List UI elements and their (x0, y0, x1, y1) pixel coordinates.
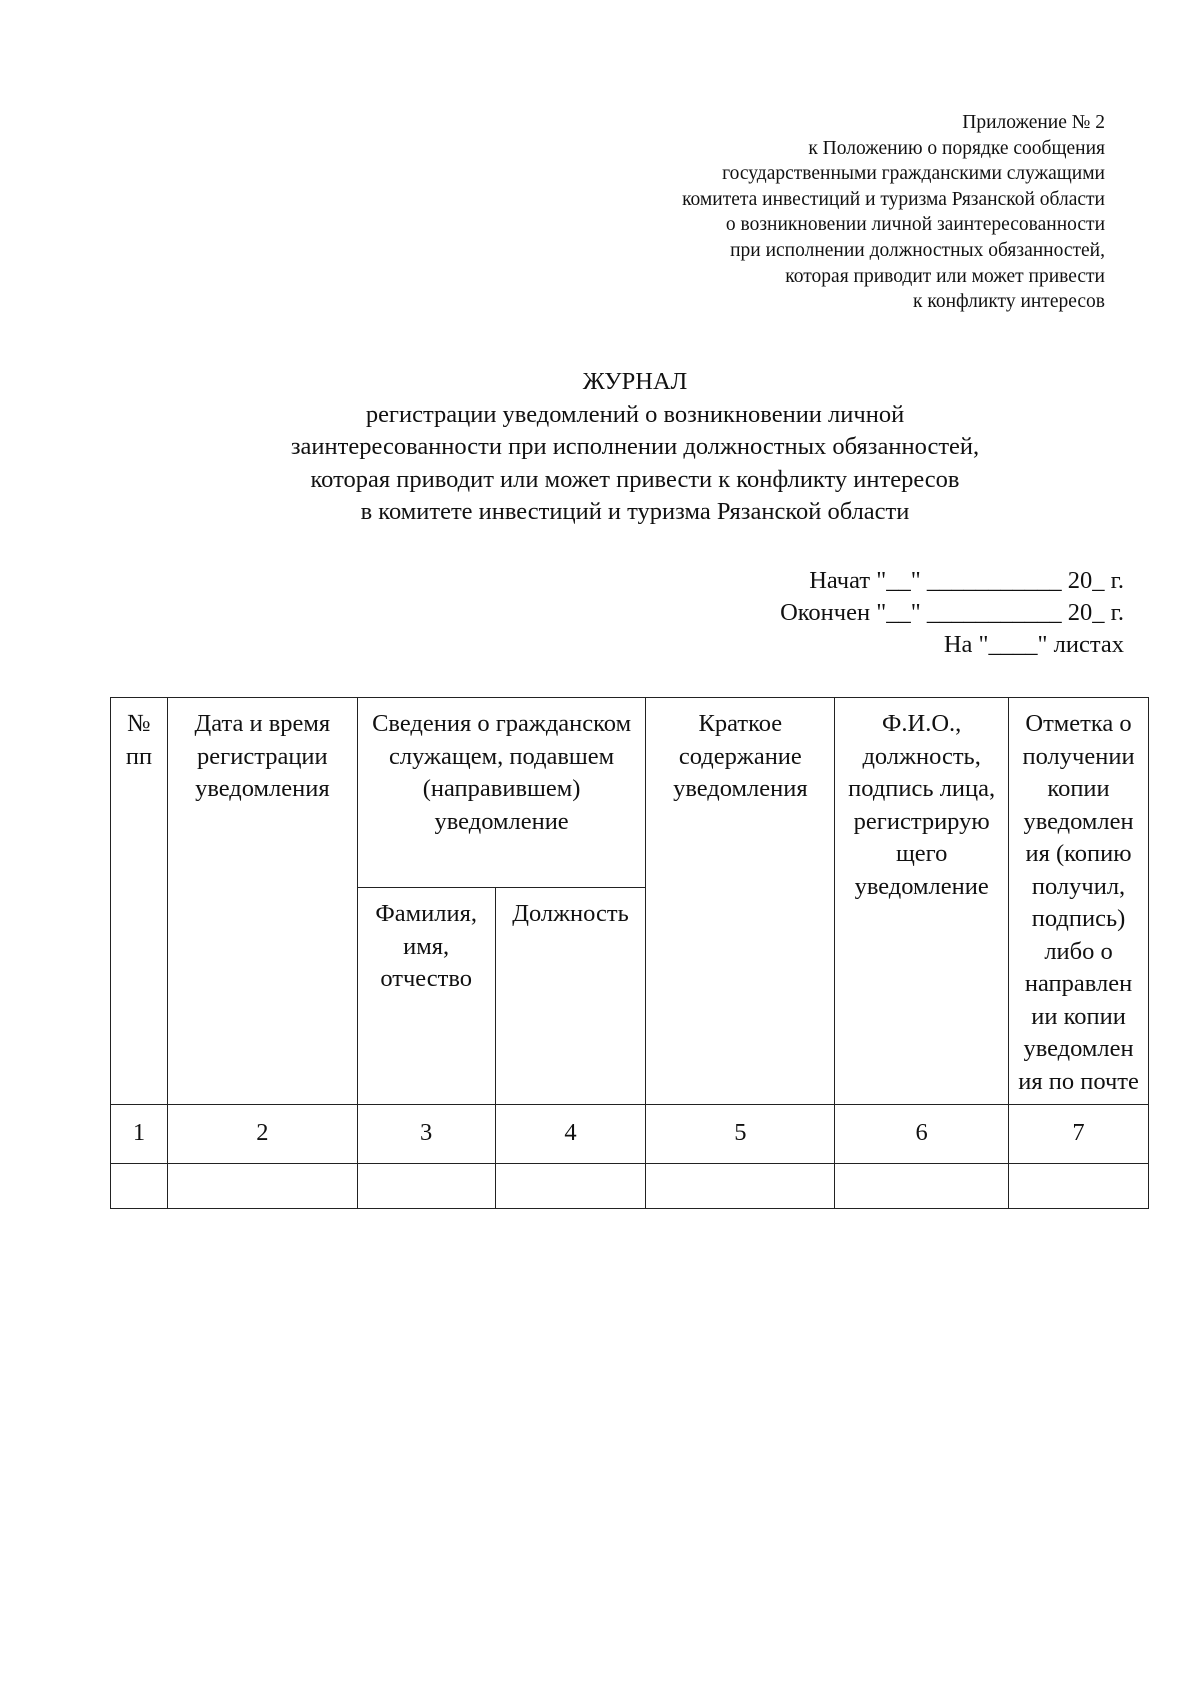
entry-cell (1009, 1164, 1149, 1209)
column-number: 7 (1009, 1105, 1149, 1164)
appendix-line: комитета инвестиций и туризма Рязанской области (682, 188, 1105, 210)
column-number: 2 (167, 1105, 357, 1164)
appendix-line: которая приводит или может привести (785, 265, 1105, 287)
registration-journal-table (110, 697, 1149, 1209)
appendix-line: о возникновении личной заинтересованности (725, 214, 1105, 236)
header-full-name: Фамилия, имя, отчество (357, 888, 495, 1105)
column-number: 1 (111, 1105, 168, 1164)
header-copy-receipt-mark: Отметка о получении копии уведомлен ия (копию получил, подпись) либо о направлен ии копии уведомлен ия по почте (1009, 698, 1149, 1105)
appendix-line: к Положению о порядке сообщения (808, 137, 1105, 159)
header-row (111, 698, 1149, 888)
journal-meta (780, 565, 1124, 661)
column-number: 6 (835, 1105, 1009, 1164)
appendix-line: к конфликту интересов (913, 291, 1105, 313)
header-summary: Краткое содержание уведомления (646, 698, 835, 1105)
title-line: которая приводит или может привести к конфликту интересов (310, 465, 960, 493)
entry-cell (835, 1164, 1009, 1209)
entry-cell (167, 1164, 357, 1209)
started-date-line: Начат "__" ___________ 20_ г. (809, 567, 1124, 594)
title-line: заинтересованности при исполнении должностных обязанностей, (290, 433, 980, 460)
column-number: 3 (357, 1105, 495, 1164)
title-line: регистрации уведомлений о возникновении личной (365, 400, 905, 428)
header-employee-info: Сведения о гражданском служащем, подавшем (направившем) уведомление (357, 698, 646, 888)
ended-date-line: Окончен "__" ___________ 20_ г. (780, 599, 1124, 626)
title-heading: ЖУРНАЛ (582, 368, 688, 395)
entry-cell (495, 1164, 646, 1209)
appendix-line: Приложение № 2 (962, 112, 1105, 133)
entry-cell (357, 1164, 495, 1209)
entry-cell (646, 1164, 835, 1209)
column-number: 5 (646, 1105, 835, 1164)
document-title (120, 366, 1150, 529)
appendix-reference (682, 110, 1105, 315)
appendix-line: при исполнении должностных обязанностей, (730, 239, 1105, 261)
sheets-count-line: На "____" листах (943, 631, 1124, 658)
empty-entry-row (111, 1164, 1149, 1209)
column-number: 4 (495, 1105, 646, 1164)
header-number: № пп (111, 698, 168, 1105)
appendix-line: государственными гражданскими служащими (722, 163, 1105, 185)
title-line: в комитете инвестиций и туризма Рязанской области (360, 498, 910, 525)
header-position: Должность (495, 888, 646, 1105)
header-registration-datetime: Дата и время регистрации уведомления (167, 698, 357, 1105)
column-number-row (111, 1105, 1149, 1164)
entry-cell (111, 1164, 168, 1209)
header-registrar: Ф.И.О., должность, подпись лица, регистрирую щего уведомление (835, 698, 1009, 1105)
